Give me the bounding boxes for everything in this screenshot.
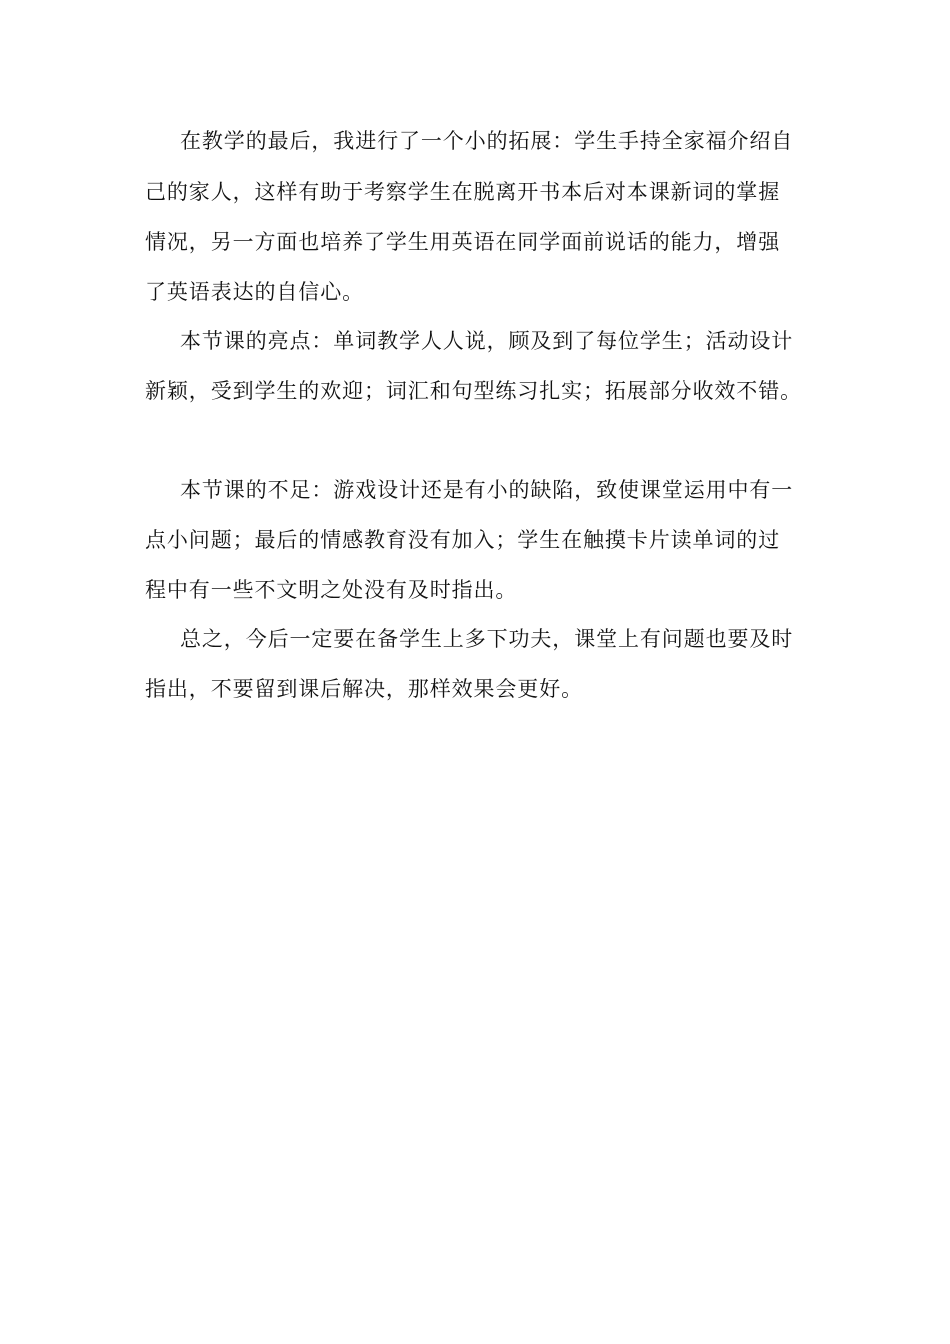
paragraph-line: 了英语表达的自信心。 (145, 280, 364, 304)
paragraph-line: 情况，另一方面也培养了学生用英语在同学面前说话的能力，增强 (145, 230, 781, 254)
paragraph-line: 程中有一些不文明之处没有及时指出。 (145, 578, 518, 602)
paragraph-line: 在教学的最后，我进行了一个小的拓展：学生手持全家福介绍自 (180, 129, 794, 153)
paragraph-line: 指出，不要留到课后解决，那样效果会更好。 (145, 677, 583, 701)
paragraph-line: 本节课的不足：游戏设计还是有小的缺陷，致使课堂运用中有一 (180, 478, 794, 502)
paragraph-line: 本节课的亮点：单词教学人人说，顾及到了每位学生；活动设计 (180, 329, 794, 353)
paragraph-line: 点小问题；最后的情感教育没有加入；学生在触摸卡片读单词的过 (145, 528, 781, 552)
paragraph-line: 新颖，受到学生的欢迎；词汇和句型练习扎实；拓展部分收效不错。 (145, 379, 802, 403)
paragraph-line: 总之，今后一定要在备学生上多下功夫，课堂上有问题也要及时 (180, 627, 794, 651)
paragraph-line: 己的家人，这样有助于考察学生在脱离开书本后对本课新词的掌握 (145, 180, 781, 204)
